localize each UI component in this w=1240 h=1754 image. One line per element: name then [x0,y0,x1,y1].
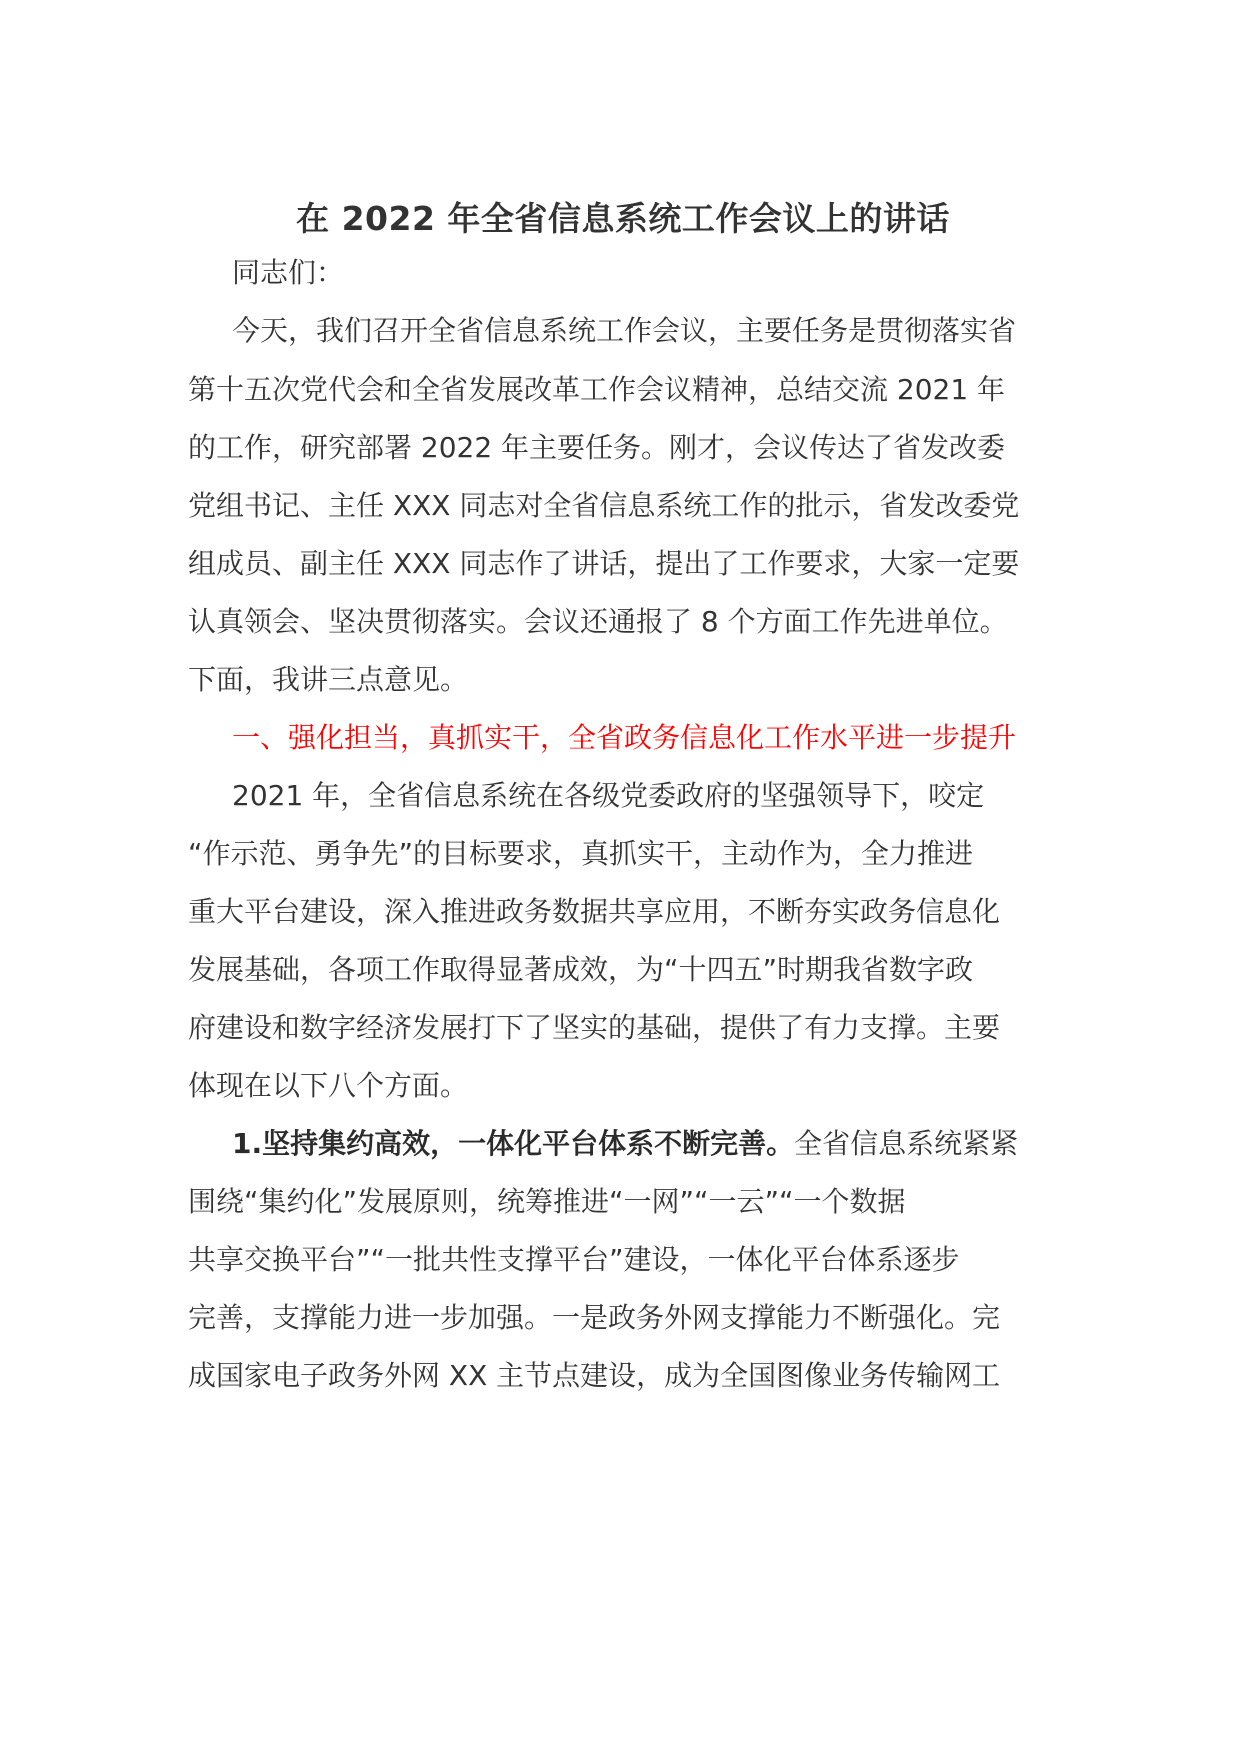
paragraph-2-line-2: “作示范、勇争先”的目标要求，真抓实干，主动作为，全力推进 [188,837,974,870]
point-1-line-5: 成国家电子政务外网 XX 主节点建设，成为全国图像业务传输网工 [188,1359,1001,1392]
section-heading-1: 一、强化担当，真抓实干，全省政务信息化工作水平进一步提升 [232,721,1017,754]
paragraph-1-line-2: 第十五次党代会和全省发展改革工作会议精神，总结交流 2021 年 [188,373,1006,406]
point-1-line-2: 围绕“集约化”发展原则，统筹推进“一网”“一云”“一个数据 [188,1185,906,1218]
paragraph-1-line-6: 认真领会、坚决贯彻落实。会议还通报了 8 个方面工作先进单位。 [188,605,1008,638]
paragraph-1-line-5: 组成员、副主任 XXX 同志作了讲话，提出了工作要求，大家一定要 [188,547,1020,580]
paragraph-2-line-5: 府建设和数字经济发展打下了坚实的基础，提供了有力支撑。主要 [188,1011,1001,1044]
point-1-first-line-rest: 全省信息系统紧紧 [794,1127,1019,1160]
paragraph-1-line-1: 今天，我们召开全省信息系统工作会议，主要任务是贯彻落实省 [232,314,1017,347]
paragraph-1-line-7: 下面，我讲三点意见。 [188,663,469,696]
paragraph-1-line-4: 党组书记、主任 XXX 同志对全省信息系统工作的批示，省发改委党 [188,489,1020,522]
paragraph-2-line-6: 体现在以下八个方面。 [188,1069,469,1102]
paragraph-2-line-3: 重大平台建设，深入推进政务数据共享应用，不断夯实政务信息化 [188,895,1001,928]
point-1-line-4: 完善，支撑能力进一步加强。一是政务外网支撑能力不断强化。完 [188,1301,1001,1334]
point-1-line-1 [232,1120,1018,1168]
point-1-bold-lead: 1.坚持集约高效，一体化平台体系不断完善。 [232,1127,795,1160]
paragraph-1-line-3: 的工作，研究部署 2022 年主要任务。刚才，会议传达了省发改委 [188,431,1006,464]
salutation: 同志们： [232,256,345,289]
document-title: 在 2022 年全省信息系统工作会议上的讲话 [296,199,950,238]
paragraph-2-line-4: 发展基础，各项工作取得显著成效，为“十四五”时期我省数字政 [188,953,974,986]
point-1-line-3: 共享交换平台”“一批共性支撑平台”建设，一体化平台体系逐步 [188,1243,960,1276]
paragraph-2-line-1: 2021 年，全省信息系统在各级党委政府的坚强领导下，咬定 [232,779,985,812]
document-page [188,0,1058,1754]
